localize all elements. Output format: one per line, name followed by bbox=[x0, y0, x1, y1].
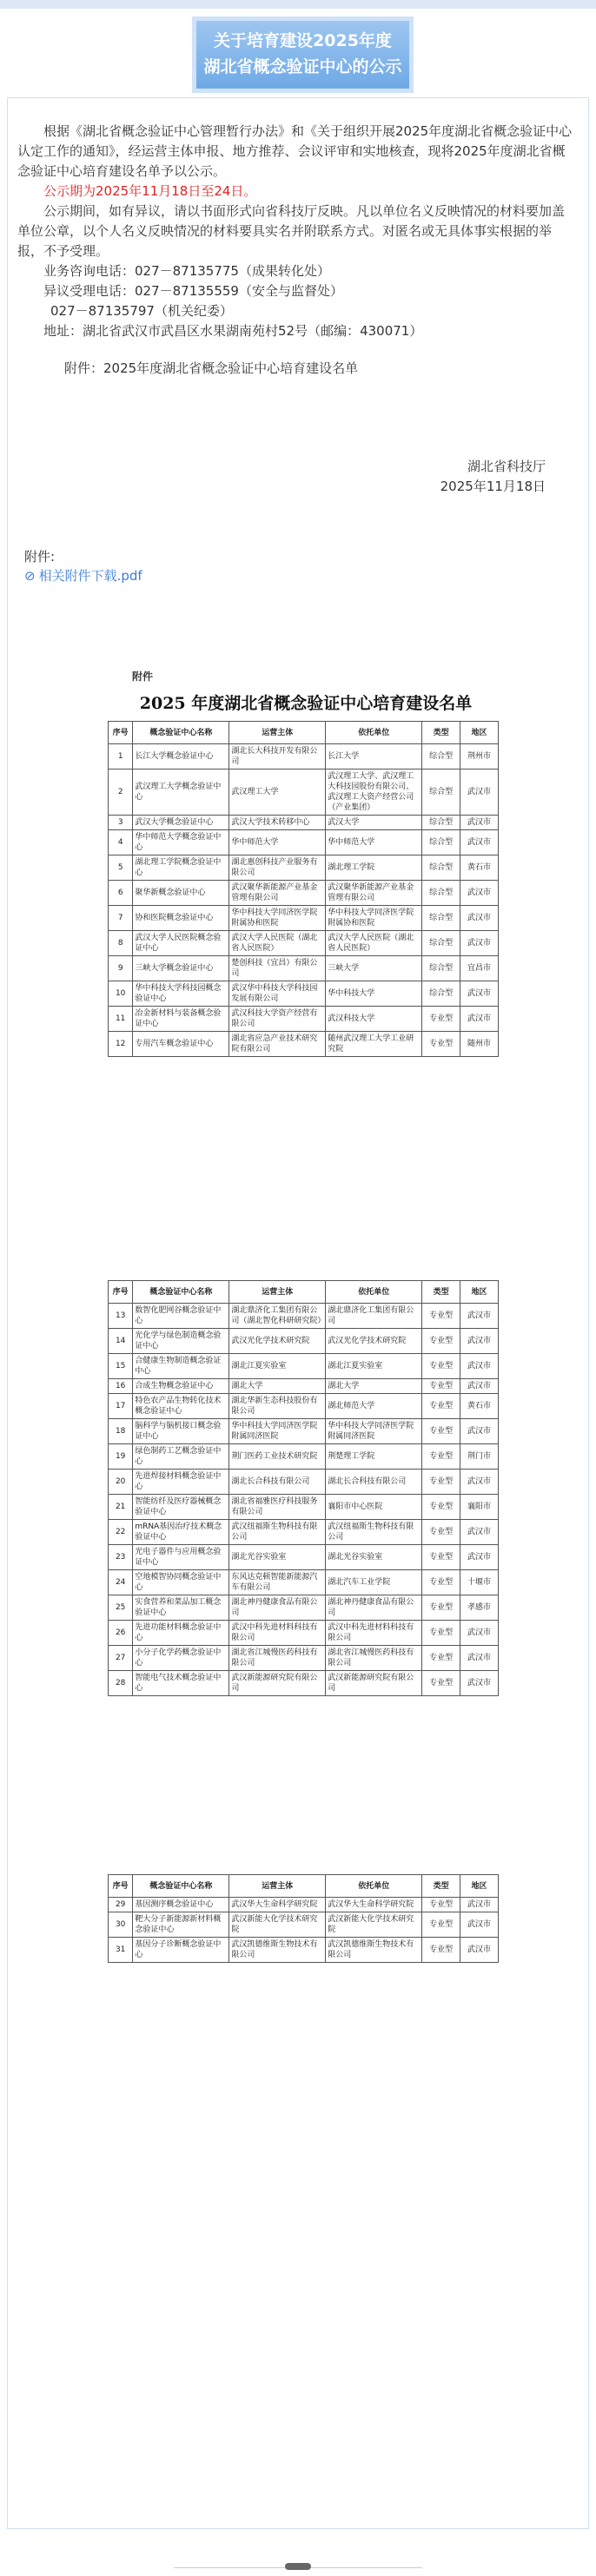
cell-index: 21 bbox=[109, 1495, 133, 1520]
table-row bbox=[109, 1671, 499, 1696]
cell-index: 27 bbox=[109, 1646, 133, 1671]
cell-center-name: 武汉大学人民医院概念验证中心 bbox=[133, 931, 229, 956]
cell-operator: 湖北省江城慢医药科技有限公司 bbox=[229, 1646, 326, 1671]
cell-index: 16 bbox=[109, 1379, 133, 1394]
table-row bbox=[109, 1470, 499, 1495]
cell-region: 孝感市 bbox=[460, 1595, 499, 1621]
cell-host: 武汉中科先进材料科技有限公司 bbox=[326, 1621, 422, 1646]
column-header: 类型 bbox=[422, 1875, 460, 1898]
column-header: 序号 bbox=[109, 1875, 133, 1898]
cell-operator: 湖北华新生态科技股份有限公司 bbox=[229, 1394, 326, 1419]
cell-host: 长江大学 bbox=[326, 744, 422, 769]
cell-region: 荆州市 bbox=[460, 744, 499, 769]
cell-region: 武汉市 bbox=[460, 931, 499, 956]
banner-line-1: 关于培育建设2025年度 bbox=[214, 31, 392, 50]
cell-region: 宜昌市 bbox=[460, 956, 499, 981]
cell-type: 综合型 bbox=[422, 769, 460, 816]
cell-operator: 华中科技大学同济医学院附属同济医院 bbox=[229, 1419, 326, 1444]
cell-center-name: 武汉大学概念验证中心 bbox=[133, 816, 229, 830]
cell-host: 湖北理工学院 bbox=[326, 855, 422, 881]
cell-operator: 楚创科技（宜昌）有限公司 bbox=[229, 956, 326, 981]
cell-type: 专业型 bbox=[422, 1032, 460, 1057]
cell-region: 武汉市 bbox=[460, 906, 499, 931]
cell-region: 武汉市 bbox=[460, 981, 499, 1007]
signature-date: 2025年11月18日 bbox=[440, 479, 546, 494]
cell-host: 湖北鼎济化工集团有限公司 bbox=[326, 1304, 422, 1329]
column-header: 运营主体 bbox=[229, 722, 326, 744]
cell-operator: 湖北神丹健康食品有限公司 bbox=[229, 1595, 326, 1621]
cell-index: 6 bbox=[109, 881, 133, 906]
cell-host: 华中科技大学同济医学院附属协和医院 bbox=[326, 906, 422, 931]
cell-region: 随州市 bbox=[460, 1032, 499, 1057]
cell-center-name: 基因测序概念验证中心 bbox=[133, 1898, 229, 1912]
cell-host: 湖北省江城慢医药科技有限公司 bbox=[326, 1646, 422, 1671]
list-table-page-1 bbox=[108, 721, 499, 1057]
cell-host: 华中科技大学 bbox=[326, 981, 422, 1007]
table-row bbox=[109, 1394, 499, 1419]
cell-region: 武汉市 bbox=[460, 1354, 499, 1379]
column-header: 类型 bbox=[422, 1281, 460, 1304]
table-row bbox=[109, 1444, 499, 1470]
cell-host: 武汉新能大化学技术研究院 bbox=[326, 1912, 422, 1938]
cell-index: 24 bbox=[109, 1570, 133, 1595]
cell-operator: 武汉科技大学资产经营有限公司 bbox=[229, 1007, 326, 1032]
cell-host: 湖北光谷实验室 bbox=[326, 1545, 422, 1570]
cell-index: 15 bbox=[109, 1354, 133, 1379]
cell-operator: 武汉大学人民医院（湖北省人民医院） bbox=[229, 931, 326, 956]
cell-host: 随州武汉理工大学工业研究院 bbox=[326, 1032, 422, 1057]
phone-consult: 业务咨询电话：027－87135775（成果转化处） bbox=[43, 263, 330, 279]
column-header: 依托单位 bbox=[326, 1875, 422, 1898]
cell-center-name: 特色农产品生物转化技术概念验证中心 bbox=[133, 1394, 229, 1419]
cell-index: 25 bbox=[109, 1595, 133, 1621]
cell-operator: 武汉新能大化学技术研究院 bbox=[229, 1912, 326, 1938]
cell-operator: 湖北鼎济化工集团有限公司（湖北智化科研研究院） bbox=[229, 1304, 326, 1329]
cell-center-name: 聚华新概念验证中心 bbox=[133, 881, 229, 906]
cell-center-name: 华中科技大学科技园概念验证中心 bbox=[133, 981, 229, 1007]
cell-host: 湖北汽车工业学院 bbox=[326, 1570, 422, 1595]
banner-line-2: 湖北省概念验证中心的公示 bbox=[203, 57, 402, 76]
cell-host: 武汉科技大学 bbox=[326, 1007, 422, 1032]
cell-center-name: 基因分子诊断概念验证中心 bbox=[133, 1938, 229, 1963]
cell-operator: 湖北省福雅医疗科技服务有限公司 bbox=[229, 1495, 326, 1520]
column-header: 地区 bbox=[460, 1875, 499, 1898]
announcement-body bbox=[17, 122, 573, 379]
cell-center-name: 先进功能材料概念验证中心 bbox=[133, 1621, 229, 1646]
cell-host: 华中科技大学同济医学院附属同济医院 bbox=[326, 1419, 422, 1444]
cell-operator: 武汉纽福斯生物科技有限公司 bbox=[229, 1520, 326, 1545]
cell-host: 武汉光化学技术研究院 bbox=[326, 1329, 422, 1354]
cell-center-name: 实食营养和菜品加工概念验证中心 bbox=[133, 1595, 229, 1621]
cell-center-name: 智能电气技术概念验证中心 bbox=[133, 1671, 229, 1696]
bottom-indicator bbox=[0, 2560, 596, 2576]
table-row bbox=[109, 855, 499, 881]
cell-index: 2 bbox=[109, 769, 133, 816]
cell-type: 专业型 bbox=[422, 1570, 460, 1595]
column-header: 序号 bbox=[109, 722, 133, 744]
cell-index: 26 bbox=[109, 1621, 133, 1646]
cell-type: 专业型 bbox=[422, 1545, 460, 1570]
address: 地址：湖北省武汉市武昌区水果湖南苑村52号（邮编：430071） bbox=[43, 323, 423, 339]
table-row bbox=[109, 1419, 499, 1444]
table-row bbox=[109, 956, 499, 981]
cell-type: 专业型 bbox=[422, 1470, 460, 1495]
cell-region: 武汉市 bbox=[460, 1938, 499, 1963]
cell-operator: 武汉新能源研究院有限公司 bbox=[229, 1671, 326, 1696]
cell-host: 武汉大学 bbox=[326, 816, 422, 830]
signature-org: 湖北省科技厅 bbox=[467, 459, 546, 474]
cell-center-name: 湖北理工学院概念验证中心 bbox=[133, 855, 229, 881]
cell-type: 专业型 bbox=[422, 1595, 460, 1621]
table-row bbox=[109, 881, 499, 906]
column-header: 地区 bbox=[460, 722, 499, 744]
table-row bbox=[109, 830, 499, 855]
cell-index: 7 bbox=[109, 906, 133, 931]
cell-region: 武汉市 bbox=[460, 816, 499, 830]
table-row bbox=[109, 744, 499, 769]
cell-index: 18 bbox=[109, 1419, 133, 1444]
cell-region: 武汉市 bbox=[460, 1671, 499, 1696]
column-header: 依托单位 bbox=[326, 1281, 422, 1304]
cell-index: 9 bbox=[109, 956, 133, 981]
cell-center-name: 长江大学概念验证中心 bbox=[133, 744, 229, 769]
cell-index: 29 bbox=[109, 1898, 133, 1912]
cell-type: 专业型 bbox=[422, 1646, 460, 1671]
cell-operator: 湖北长合科技有限公司 bbox=[229, 1470, 326, 1495]
header bbox=[0, 9, 596, 87]
cell-operator: 武汉华中科技大学科技园发展有限公司 bbox=[229, 981, 326, 1007]
cell-center-name: 合健康生物制造概念验证中心 bbox=[133, 1354, 229, 1379]
list-table-page-2 bbox=[108, 1280, 499, 1696]
table-row bbox=[109, 1646, 499, 1671]
cell-operator: 华中师范大学 bbox=[229, 830, 326, 855]
cell-operator: 华中科技大学同济医学院附属协和医院 bbox=[229, 906, 326, 931]
cell-type: 专业型 bbox=[422, 1671, 460, 1696]
cell-center-name: 武汉理工大学概念验证中心 bbox=[133, 769, 229, 816]
cell-region: 襄阳市 bbox=[460, 1495, 499, 1520]
attachments-label: 附件: bbox=[24, 549, 56, 565]
cell-center-name: 光化学与绿色制造概念验证中心 bbox=[133, 1329, 229, 1354]
cell-type: 专业型 bbox=[422, 1329, 460, 1354]
column-header: 地区 bbox=[460, 1281, 499, 1304]
cell-region: 武汉市 bbox=[460, 1621, 499, 1646]
cell-region: 黄石市 bbox=[460, 1394, 499, 1419]
cell-index: 23 bbox=[109, 1545, 133, 1570]
cell-operator: 湖北江夏实验室 bbox=[229, 1354, 326, 1379]
phone-objection: 异议受理电话：027－87135559（安全与监督处） bbox=[43, 283, 343, 299]
column-header: 序号 bbox=[109, 1281, 133, 1304]
cell-host: 三峡大学 bbox=[326, 956, 422, 981]
attachment-note: 附件：2025年度湖北省概念验证中心培育建设名单 bbox=[64, 360, 359, 376]
cell-center-name: mRNA基因治疗技术概念验证中心 bbox=[133, 1520, 229, 1545]
cell-center-name: 华中师范大学概念验证中心 bbox=[133, 830, 229, 855]
column-header: 概念验证中心名称 bbox=[133, 722, 229, 744]
table-row bbox=[109, 1520, 499, 1545]
cell-center-name: 专用汽车概念验证中心 bbox=[133, 1032, 229, 1057]
cell-region: 武汉市 bbox=[460, 769, 499, 816]
title-banner bbox=[196, 21, 409, 89]
cell-type: 综合型 bbox=[422, 981, 460, 1007]
table-row bbox=[109, 1621, 499, 1646]
table-row bbox=[109, 1938, 499, 1963]
table-row bbox=[109, 1329, 499, 1354]
cell-index: 28 bbox=[109, 1671, 133, 1696]
cell-center-name: 先进焊接材料概念验证中心 bbox=[133, 1470, 229, 1495]
phone-discipline: 027－87135797（机关纪委） bbox=[50, 303, 233, 319]
cell-operator: 武汉大学技术转移中心 bbox=[229, 816, 326, 830]
cell-type: 综合型 bbox=[422, 906, 460, 931]
public-period: 公示期为2025年11月18日至24日。 bbox=[43, 183, 257, 199]
cell-index: 17 bbox=[109, 1394, 133, 1419]
cell-index: 13 bbox=[109, 1304, 133, 1329]
column-header: 运营主体 bbox=[229, 1281, 326, 1304]
list-table-page-3 bbox=[108, 1874, 499, 1963]
cell-center-name: 绿色制药工艺概念验证中心 bbox=[133, 1444, 229, 1470]
cell-operator: 武汉凯德维斯生物技术有限公司 bbox=[229, 1938, 326, 1963]
cell-index: 4 bbox=[109, 830, 133, 855]
doc-page-2 bbox=[108, 1280, 504, 1696]
cell-host: 武汉华大生命科学研究院 bbox=[326, 1898, 422, 1912]
cell-type: 综合型 bbox=[422, 881, 460, 906]
cell-type: 专业型 bbox=[422, 1495, 460, 1520]
cell-index: 12 bbox=[109, 1032, 133, 1057]
cell-operator: 湖北大学 bbox=[229, 1379, 326, 1394]
doc-page-1 bbox=[108, 669, 504, 1057]
cell-operator: 东风达克顿智能新能源汽车有限公司 bbox=[229, 1570, 326, 1595]
column-header: 概念验证中心名称 bbox=[133, 1281, 229, 1304]
table-header-row bbox=[109, 1281, 499, 1304]
cell-region: 武汉市 bbox=[460, 1470, 499, 1495]
table-row bbox=[109, 1007, 499, 1032]
cell-host: 华中师范大学 bbox=[326, 830, 422, 855]
column-header: 运营主体 bbox=[229, 1875, 326, 1898]
cell-index: 8 bbox=[109, 931, 133, 956]
cell-host: 武汉纽福斯生物科技有限公司 bbox=[326, 1520, 422, 1545]
doc-attachment-label: 附件 bbox=[132, 670, 154, 683]
table-row bbox=[109, 931, 499, 956]
scroll-indicator bbox=[285, 2563, 311, 2570]
attachment-link-text[interactable]: 相关附件下载.pdf bbox=[38, 568, 142, 584]
cell-region: 武汉市 bbox=[460, 1007, 499, 1032]
cell-region: 武汉市 bbox=[460, 1898, 499, 1912]
table-row bbox=[109, 981, 499, 1007]
cell-center-name: 智能纺纤及医疗器械概念验证中心 bbox=[133, 1495, 229, 1520]
cell-type: 专业型 bbox=[422, 1444, 460, 1470]
cell-operator: 武汉理工大学 bbox=[229, 769, 326, 816]
table-header-row bbox=[109, 1875, 499, 1898]
cell-region: 黄石市 bbox=[460, 855, 499, 881]
cell-host: 荆楚理工学院 bbox=[326, 1444, 422, 1470]
cell-center-name: 数智化肥网谷概念验证中心 bbox=[133, 1304, 229, 1329]
cell-index: 31 bbox=[109, 1938, 133, 1963]
cell-type: 专业型 bbox=[422, 1354, 460, 1379]
cell-region: 武汉市 bbox=[460, 1912, 499, 1938]
cell-region: 武汉市 bbox=[460, 1379, 499, 1394]
doc-page-3 bbox=[108, 1874, 504, 1963]
cell-type: 综合型 bbox=[422, 931, 460, 956]
cell-type: 综合型 bbox=[422, 855, 460, 881]
table-row bbox=[109, 1354, 499, 1379]
cell-region: 武汉市 bbox=[460, 1419, 499, 1444]
table-row bbox=[109, 1898, 499, 1912]
table-row bbox=[109, 906, 499, 931]
cell-type: 综合型 bbox=[422, 744, 460, 769]
cell-index: 5 bbox=[109, 855, 133, 881]
cell-host: 湖北神丹健康食品有限公司 bbox=[326, 1595, 422, 1621]
cell-host: 武汉理工大学、武汉理工大科技园股份有限公司、武汉理工大资产经营公司（产业集团） bbox=[326, 769, 422, 816]
cell-index: 20 bbox=[109, 1470, 133, 1495]
cell-type: 专业型 bbox=[422, 1419, 460, 1444]
paperclip-icon: ⊘ bbox=[24, 568, 36, 584]
cell-operator: 武汉光化学技术研究院 bbox=[229, 1329, 326, 1354]
cell-host: 湖北江夏实验室 bbox=[326, 1354, 422, 1379]
cell-index: 11 bbox=[109, 1007, 133, 1032]
cell-index: 3 bbox=[109, 816, 133, 830]
cell-host: 湖北师范大学 bbox=[326, 1394, 422, 1419]
cell-host: 武汉凯德维斯生物技术有限公司 bbox=[326, 1938, 422, 1963]
cell-center-name: 光电子器件与应用概念验证中心 bbox=[133, 1545, 229, 1570]
cell-host: 武汉新能源研究院有限公司 bbox=[326, 1671, 422, 1696]
cell-host: 湖北长合科技有限公司 bbox=[326, 1470, 422, 1495]
cell-center-name: 协和医院概念验证中心 bbox=[133, 906, 229, 931]
table-row bbox=[109, 769, 499, 816]
cell-type: 专业型 bbox=[422, 1304, 460, 1329]
cell-region: 十堰市 bbox=[460, 1570, 499, 1595]
table-row bbox=[109, 1379, 499, 1394]
cell-operator: 湖北惠创科技产业服务有限公司 bbox=[229, 855, 326, 881]
cell-type: 综合型 bbox=[422, 816, 460, 830]
cell-region: 武汉市 bbox=[460, 1304, 499, 1329]
cell-type: 专业型 bbox=[422, 1394, 460, 1419]
cell-type: 专业型 bbox=[422, 1912, 460, 1938]
cell-region: 武汉市 bbox=[460, 1329, 499, 1354]
cell-index: 1 bbox=[109, 744, 133, 769]
cell-index: 30 bbox=[109, 1912, 133, 1938]
cell-operator: 荆门医药工业技术研究院 bbox=[229, 1444, 326, 1470]
table-row bbox=[109, 1304, 499, 1329]
cell-region: 武汉市 bbox=[460, 830, 499, 855]
cell-type: 专业型 bbox=[422, 1621, 460, 1646]
cell-center-name: 脑科学与脑机接口概念验证中心 bbox=[133, 1419, 229, 1444]
cell-type: 综合型 bbox=[422, 830, 460, 855]
paragraph-objection: 公示期间，如有异议，请以书面形式向省科技厅反映。凡以单位名义反映情况的材料要加盖单位公章，以个人名义反映情况的材料要具实名并附联系方式。对匿名或无具体事实根据的举报，不予受理。 bbox=[17, 203, 566, 259]
table-row bbox=[109, 816, 499, 830]
table-row bbox=[109, 1495, 499, 1520]
table-row bbox=[109, 1595, 499, 1621]
cell-index: 10 bbox=[109, 981, 133, 1007]
cell-host: 湖北大学 bbox=[326, 1379, 422, 1394]
cell-host: 襄阳市中心医院 bbox=[326, 1495, 422, 1520]
column-header: 概念验证中心名称 bbox=[133, 1875, 229, 1898]
column-header: 类型 bbox=[422, 722, 460, 744]
cell-index: 14 bbox=[109, 1329, 133, 1354]
table-row bbox=[109, 1545, 499, 1570]
column-header: 依托单位 bbox=[326, 722, 422, 744]
cell-region: 武汉市 bbox=[460, 881, 499, 906]
cell-operator: 湖北长大科技开发有限公司 bbox=[229, 744, 326, 769]
cell-region: 荆门市 bbox=[460, 1444, 499, 1470]
cell-center-name: 靶大分子新能源新材料概念验证中心 bbox=[133, 1912, 229, 1938]
table-row bbox=[109, 1912, 499, 1938]
cell-center-name: 空地模智协同概念验证中心 bbox=[133, 1570, 229, 1595]
cell-type: 专业型 bbox=[422, 1520, 460, 1545]
cell-region: 武汉市 bbox=[460, 1520, 499, 1545]
cell-type: 专业型 bbox=[422, 1938, 460, 1963]
table-header-row bbox=[109, 722, 499, 744]
cell-center-name: 小分子化学药概念验证中心 bbox=[133, 1646, 229, 1671]
cell-host: 武汉聚华新能源产业基金管理有限公司 bbox=[326, 881, 422, 906]
signature bbox=[440, 457, 546, 497]
cell-type: 专业型 bbox=[422, 1898, 460, 1912]
top-bar bbox=[0, 0, 596, 9]
cell-index: 22 bbox=[109, 1520, 133, 1545]
table-row bbox=[109, 1570, 499, 1595]
cell-host: 武汉大学人民医院（湖北省人民医院） bbox=[326, 931, 422, 956]
cell-center-name: 三峡大学概念验证中心 bbox=[133, 956, 229, 981]
cell-operator: 武汉华大生命科学研究院 bbox=[229, 1898, 326, 1912]
cell-region: 武汉市 bbox=[460, 1545, 499, 1570]
cell-center-name: 冶金新材料与装备概念验证中心 bbox=[133, 1007, 229, 1032]
cell-operator: 武汉中科先进材料科技有限公司 bbox=[229, 1621, 326, 1646]
cell-type: 综合型 bbox=[422, 956, 460, 981]
cell-type: 专业型 bbox=[422, 1007, 460, 1032]
paragraph-intro: 根据《湖北省概念验证中心管理暂行办法》和《关于组织开展2025年度湖北省概念验证中心认定工作的通知》，经运营主体申报、地方推荐、会议评审和实地核查，现将2025年度湖北省概念验证中心培育建设名单予以公示。 bbox=[17, 123, 573, 179]
cell-operator: 湖北光谷实验室 bbox=[229, 1545, 326, 1570]
cell-index: 19 bbox=[109, 1444, 133, 1470]
attachment-download-link[interactable] bbox=[24, 566, 142, 585]
cell-type: 专业型 bbox=[422, 1379, 460, 1394]
doc-title: 2025 年度湖北省概念验证中心培育建设名单 bbox=[139, 694, 473, 713]
cell-operator: 武汉聚华新能源产业基金管理有限公司 bbox=[229, 881, 326, 906]
table-row bbox=[109, 1032, 499, 1057]
cell-operator: 湖北省应急产业技术研究院有限公司 bbox=[229, 1032, 326, 1057]
cell-center-name: 合成生物概念验证中心 bbox=[133, 1379, 229, 1394]
cell-region: 武汉市 bbox=[460, 1646, 499, 1671]
